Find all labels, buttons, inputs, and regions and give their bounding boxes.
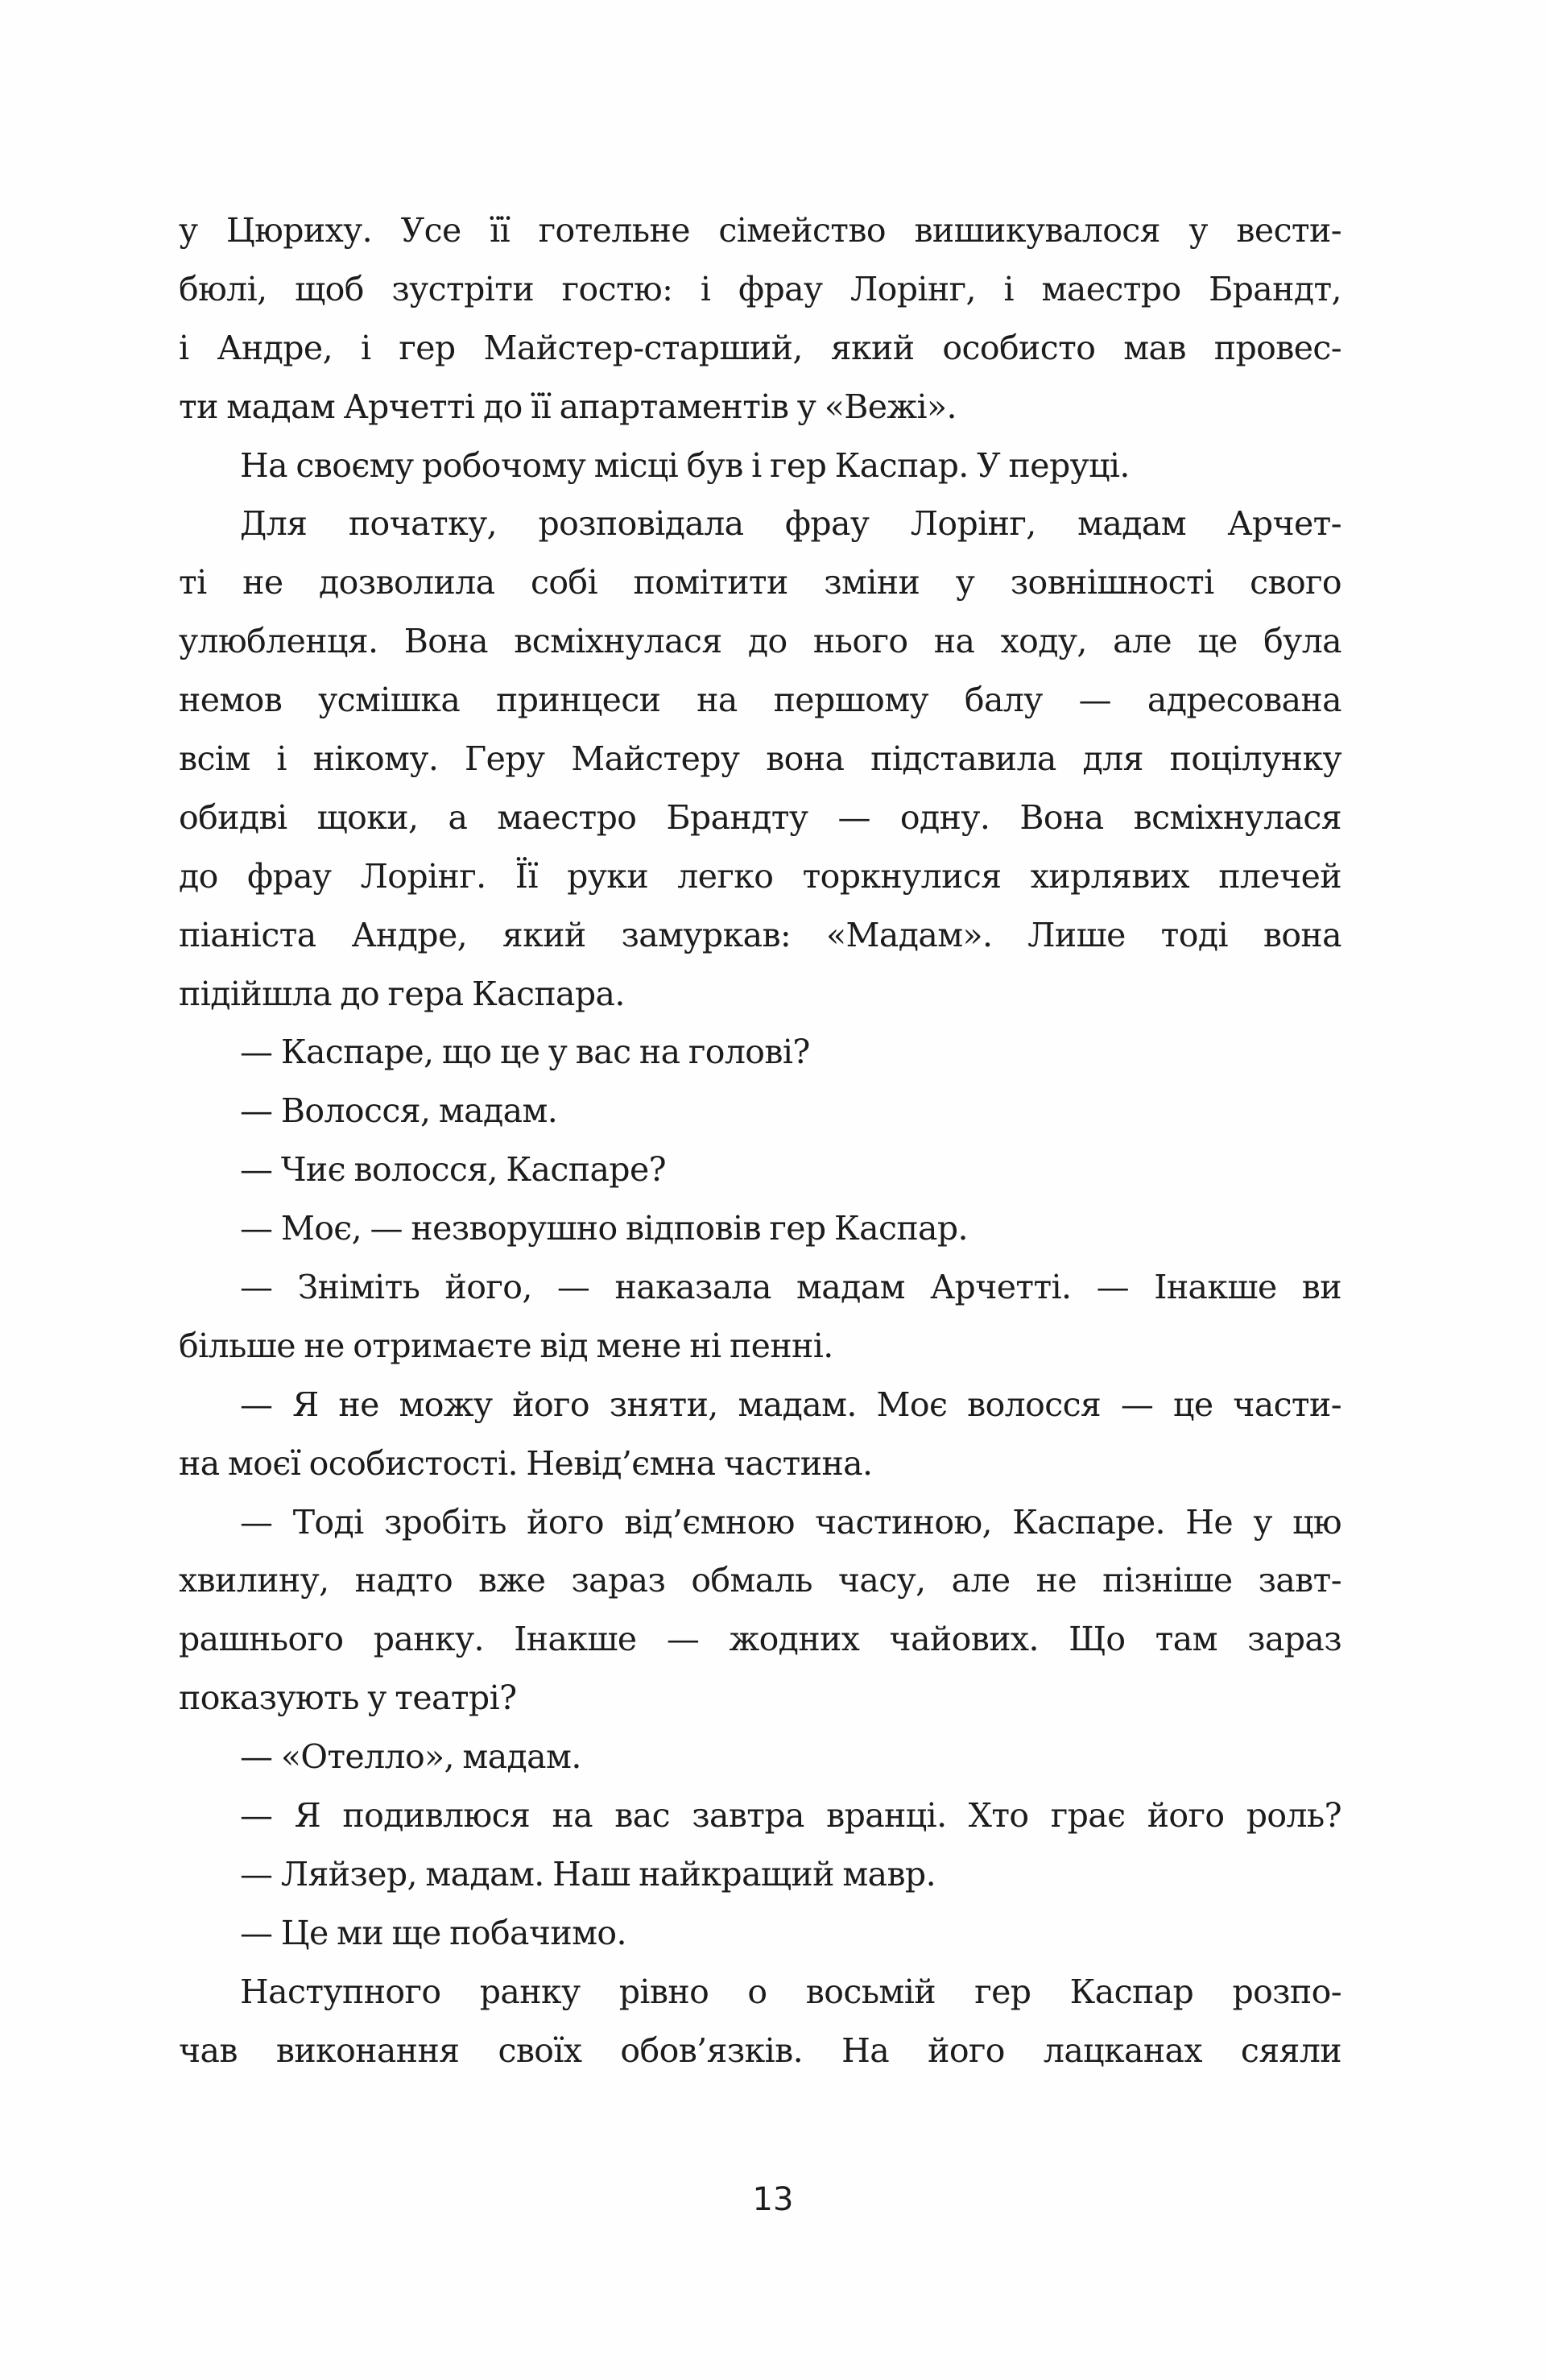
text-line: ти мадам Арчетті до її апартаментів у «Вежі». [179, 387, 957, 426]
text-line: — Тоді зробіть його від’ємною частиною, Каспаре. Не у цю [240, 1502, 1341, 1542]
text-line: улюбленця. Вона всміхнулася до нього на ходу, але це була [179, 622, 1341, 661]
body-text [179, 201, 1341, 2080]
text-line: — Каспаре, що це у вас на голові? [240, 1033, 810, 1072]
text-line: до фрау Лорінг. Її руки легко торкнулися хирлявих плечей [179, 856, 1341, 896]
text-line: підійшла до гера Каспара. [179, 974, 625, 1013]
text-line: всім і нікому. Геру Майстеру вона підставила для поцілунку [179, 739, 1341, 779]
text-line: чав виконання своїх обов’язків. На його лацканах сяяли [179, 2030, 1341, 2070]
text-line: рашнього ранку. Інакше — жодних чайових. Що там зараз [179, 1620, 1341, 1659]
text-line: у Цюриху. Усе її готельне сімейство вишикувалося у вести- [179, 211, 1341, 250]
page-number: 13 [752, 2181, 794, 2218]
text-line: на моєї особистості. Невід’ємна частина. [179, 1443, 873, 1483]
text-line: — Я не можу його зняти, мадам. Моє волосся — це части- [240, 1385, 1341, 1424]
text-line: — Чиє волосся, Каспаре? [240, 1150, 666, 1190]
text-line: — Волосся, мадам. [240, 1091, 558, 1131]
text-line: і Андре, і гер Майстер-старший, який особисто мав провес- [179, 328, 1341, 367]
text-line: бюлі, щоб зустріти гостю: і фрау Лорінг, і маестро Брандт, [179, 269, 1341, 308]
text-line: — Ляйзер, мадам. Наш найкращий мавр. [240, 1854, 936, 1894]
text-line: — «Отелло», мадам. [240, 1737, 581, 1777]
text-line: — Це ми ще побачимо. [240, 1913, 626, 1952]
text-line: піаніста Андре, який замуркав: «Мадам». Лише тоді вона [179, 915, 1341, 954]
text-line: немов усмішка принцеси на першому балу — адресована [179, 681, 1341, 720]
text-line: — Моє, — незворушно відповів гер Каспар. [240, 1209, 968, 1248]
text-line: — Зніміть його, — наказала мадам Арчетті. — Інакше ви [240, 1268, 1341, 1307]
text-line: хвилину, надто вже зараз обмаль часу, але не пізніше завт- [179, 1561, 1341, 1600]
text-line: На своєму робочому місці був і гер Каспар. У перуці. [240, 445, 1130, 485]
text-line: Наступного ранку рівно о восьмій гер Каспар розпо- [240, 1972, 1341, 2011]
text-line: показують у театрі? [179, 1678, 517, 1718]
text-line: обидві щоки, а маестро Брандту — одну. Вона всміхнулася [179, 797, 1341, 837]
text-line: ті не дозволила собі помітити зміни у зовнішності свого [179, 563, 1341, 602]
text-line: більше не отримаєте від мене ні пенні. [179, 1326, 833, 1365]
text-line: — Я подивлюся на вас завтра вранці. Хто грає його роль? [240, 1796, 1341, 1836]
text-line: Для початку, розповідала фрау Лорінг, мадам Арчет- [240, 504, 1341, 544]
